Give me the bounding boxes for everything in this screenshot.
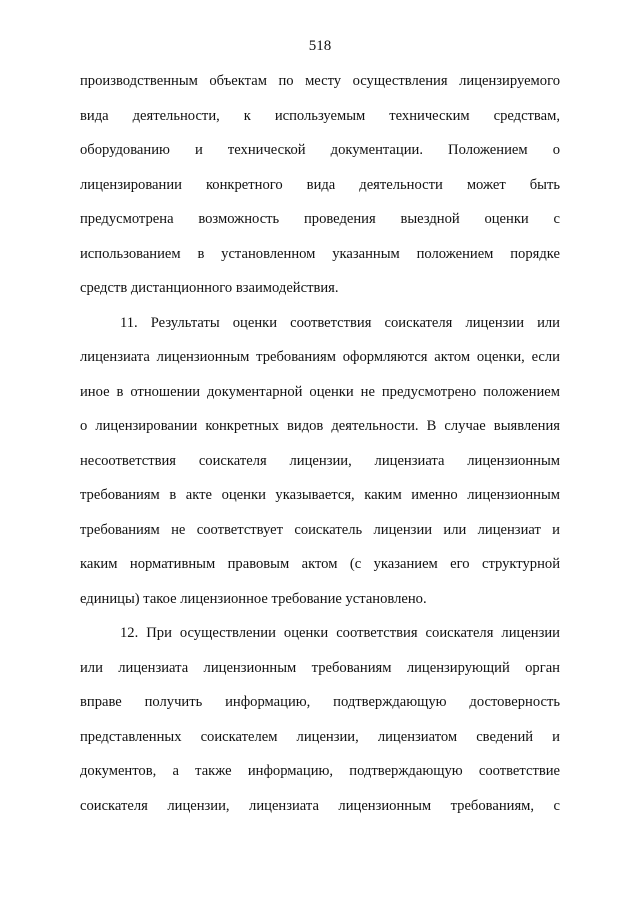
text-line: вида деятельности, к используемым техническим средствам, — [80, 107, 560, 124]
paragraph — [80, 306, 560, 617]
text-line: предусмотрена возможность проведения выездной оценки с — [80, 211, 560, 227]
text-line: вправе получить информацию, подтверждающую достоверность — [80, 694, 560, 710]
document-body — [80, 64, 560, 823]
text-line: представленных соискателем лицензии, лицензиатом сведений и — [80, 728, 560, 745]
text-line: лицензиата лицензионным требованиям оформляются актом оценки, если — [80, 349, 560, 365]
text-line: документов, а также информацию, подтверждающую соответствие — [80, 763, 560, 779]
text-line: требованиям в акте оценки указывается, каким именно лицензионным — [80, 487, 560, 503]
text-line: о лицензировании конкретных видов деятельности. В случае выявления — [80, 418, 560, 434]
text-line: или лицензиата лицензионным требованиям лицензирующий орган — [80, 659, 560, 676]
text-line: 12. При осуществлении оценки соответствия соискателя лицензии — [120, 625, 560, 641]
text-line: иное в отношении документарной оценки не предусмотрено положением — [80, 383, 560, 400]
text-line: производственным объектам по месту осуществления лицензируемого — [80, 73, 560, 89]
paragraph — [80, 616, 560, 823]
text-line: требованиям не соответствует соискатель лицензии или лицензиат и — [80, 521, 560, 538]
text-line: лицензировании конкретного вида деятельности может быть — [80, 176, 560, 193]
text-line: соискателя лицензии, лицензиата лицензионным требованиям, с — [80, 797, 560, 814]
text-line: использованием в установленном указанным положением порядке — [80, 245, 560, 262]
text-line: оборудованию и технической документации. Положением о — [80, 142, 560, 158]
text-line: 11. Результаты оценки соответствия соискателя лицензии или — [120, 314, 560, 331]
text-line: средств дистанционного взаимодействия. — [80, 280, 339, 296]
paragraph — [80, 64, 560, 306]
text-line: каким нормативным правовым актом (с указанием его структурной — [80, 556, 560, 572]
text-line: несоответствия соискателя лицензии, лицензиата лицензионным — [80, 452, 560, 469]
text-line: единицы) такое лицензионное требование установлено. — [80, 590, 427, 607]
page-number: 518 — [308, 38, 332, 54]
